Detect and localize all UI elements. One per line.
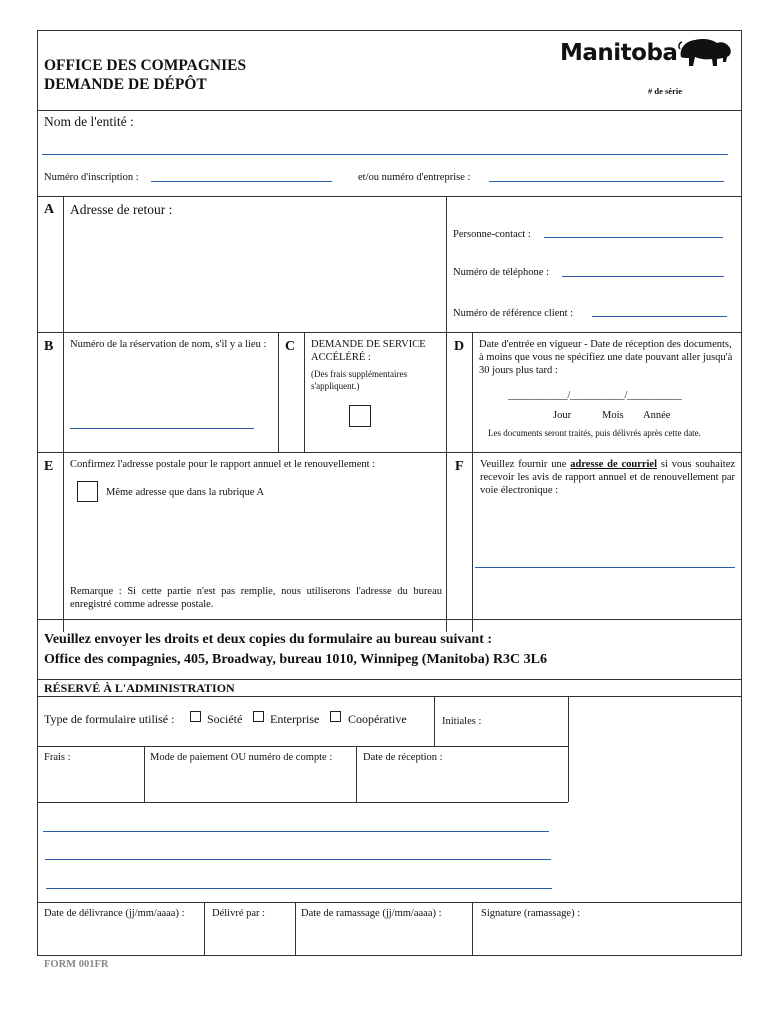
email-text-before: Veuillez fournir une <box>480 459 567 470</box>
divider <box>37 679 742 680</box>
section-b-letter: B <box>44 339 54 354</box>
admin-note-line-2[interactable] <box>45 859 551 860</box>
divider <box>304 332 305 452</box>
name-reservation-label: Numéro de la réservation de nom, s'il y a lieu : <box>70 339 267 350</box>
bison-logo-icon <box>677 35 733 71</box>
divider <box>37 746 568 747</box>
section-d-letter: D <box>454 339 465 354</box>
email-link-text: adresse de courriel <box>570 459 658 470</box>
section-e-letter: E <box>44 459 54 474</box>
payment-method-label: Mode de paiement OU numéro de compte : <box>150 752 333 763</box>
reception-date-label: Date de réception : <box>363 752 443 763</box>
client-ref-field[interactable] <box>592 316 727 317</box>
issued-by-label: Délivré par : <box>212 908 266 919</box>
phone-label: Numéro de téléphone : <box>453 267 549 278</box>
divider <box>295 902 296 956</box>
month-label: Mois <box>602 410 624 421</box>
name-reservation-field[interactable] <box>70 428 254 429</box>
email-field[interactable] <box>475 567 735 568</box>
expedited-service-label: DEMANDE DE SERVICE ACCÉLÉRÉ : <box>311 339 426 363</box>
admin-note-line-3[interactable] <box>46 888 552 889</box>
client-ref-label: Numéro de référence client : <box>453 308 574 319</box>
business-number-field[interactable] <box>489 181 724 182</box>
mailing-address-label: Confirmez l'adresse postale pour le rapport annuel et le renouvellement : <box>70 459 376 470</box>
email-instruction <box>480 458 735 497</box>
divider <box>568 696 569 802</box>
divider <box>446 332 447 452</box>
section-a-letter: A <box>44 202 55 217</box>
divider <box>472 902 473 956</box>
title-line-1: OFFICE DES COMPAGNIES <box>44 57 247 74</box>
return-address-label: Adresse de retour : <box>70 202 173 217</box>
form-code: FORM 001FR <box>44 959 109 970</box>
send-instructions <box>44 630 547 670</box>
enterprise-label: Enterprise <box>270 712 320 726</box>
divider <box>37 696 742 697</box>
registration-label: Numéro d'inscription : <box>44 172 139 183</box>
divider <box>446 452 447 632</box>
send-office-address: Office des compagnies, 405, Broadway, bureau 1010, Winnipeg (Manitoba) R3C 3L6 <box>44 652 548 667</box>
contact-field[interactable] <box>544 237 723 238</box>
divider <box>446 196 447 332</box>
phone-field[interactable] <box>562 276 724 277</box>
effective-date-label: Date d'entrée en vigueur - Date de réception des documents, à moins que vous ne spécifiez une date pouvant aller jusqu'à 30 jours plus tard : <box>479 339 733 376</box>
day-label: Jour <box>553 410 572 421</box>
entity-name-label: Nom de l'entité : <box>44 114 134 129</box>
divider <box>37 452 742 453</box>
divider <box>144 746 145 802</box>
divider <box>278 332 279 452</box>
admin-note-line-1[interactable] <box>43 831 549 832</box>
expedited-fee-note: (Des frais supplémentaires s'appliquent.) <box>311 369 407 391</box>
divider <box>37 802 568 803</box>
year-label: Année <box>643 410 671 421</box>
expedited-service-checkbox[interactable] <box>349 405 371 427</box>
letter-column-left <box>63 196 64 632</box>
initials-label: Initiales : <box>442 716 482 727</box>
fees-label: Frais : <box>44 752 71 763</box>
pickup-date-label: Date de ramassage (jj/mm/aaaa) : <box>301 908 442 919</box>
divider <box>37 110 742 111</box>
same-address-checkbox[interactable] <box>77 481 98 502</box>
societe-label: Société <box>207 712 243 726</box>
divider <box>37 902 742 903</box>
registration-field[interactable] <box>151 181 332 182</box>
divider <box>204 902 205 956</box>
divider <box>434 696 435 746</box>
entity-name-field[interactable] <box>42 154 728 155</box>
section-f-letter: F <box>455 459 464 474</box>
mailing-remark: Remarque : Si cette partie n'est pas remplie, nous utiliserons l'adresse du bureau enregistré comme adresse postale. <box>70 586 442 610</box>
enterprise-checkbox[interactable] <box>253 711 264 722</box>
societe-checkbox[interactable] <box>190 711 201 722</box>
cooperative-label: Coopérative <box>348 712 407 726</box>
manitoba-logo-text: Manitoba <box>560 40 678 66</box>
divider <box>356 746 357 802</box>
serial-label: # de série <box>648 86 682 96</box>
send-line-1: Veuillez envoyer les droits et deux copies du formulaire au bureau suivant : <box>44 632 493 647</box>
contact-label: Personne-contact : <box>453 229 531 240</box>
section-c-letter: C <box>285 339 296 354</box>
divider <box>37 196 742 197</box>
cooperative-checkbox[interactable] <box>330 711 341 722</box>
signature-label: Signature (ramassage) : <box>481 908 581 919</box>
processing-note: Les documents seront traités, puis délivrés après cette date. <box>488 428 701 438</box>
issue-date-label: Date de délivrance (jj/mm/aaaa) : <box>44 908 185 919</box>
email-text-after: si vous souhaitez recevoir les avis de rapport annuel et de renouvellement par voie électronique : <box>480 459 736 496</box>
title-line-2: DEMANDE DE DÉPÔT <box>44 76 207 93</box>
admin-header: RÉSERVÉ À L'ADMINISTRATION <box>44 681 235 695</box>
divider <box>37 619 742 620</box>
form-title <box>44 56 246 94</box>
effective-date-field[interactable]: ____________/___________/___________ <box>508 390 682 401</box>
same-address-label: Même adresse que dans la rubrique A <box>106 487 265 498</box>
form-type-label: Type de formulaire utilisé : <box>44 712 175 726</box>
letter-column-right <box>472 332 473 632</box>
divider <box>37 332 742 333</box>
business-number-label: et/ou numéro d'entreprise : <box>358 172 471 183</box>
